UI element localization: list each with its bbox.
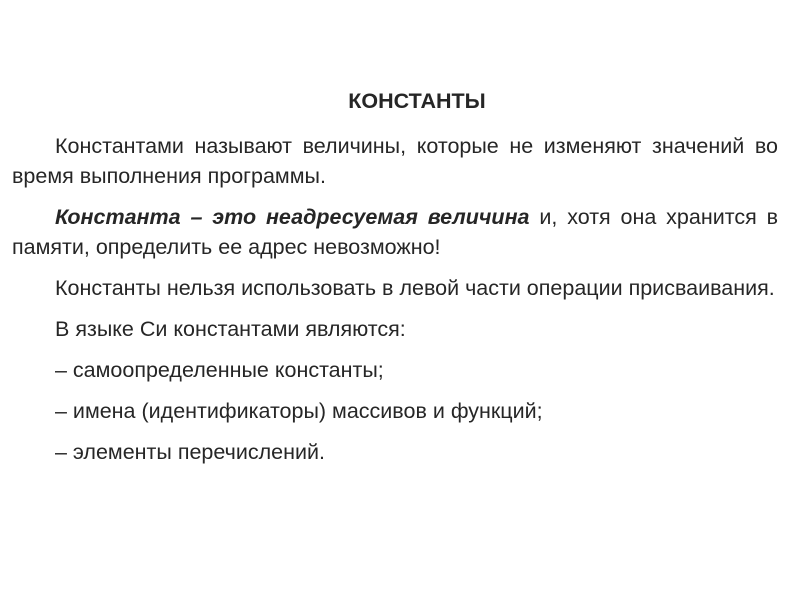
list-item-enum-elements: – элементы перечислений. [55, 440, 325, 464]
paragraph-list-intro: В языке Си константами являются: [55, 317, 406, 341]
paragraph-definition: Константами называют величины, которые не изменяют значений во время выполнения программы. [12, 134, 778, 188]
emphasis-text: Константа – это неадресуемая величина [55, 205, 530, 229]
paragraph-assignment: Константы нельзя использовать в левой части операции присваивания. [55, 276, 775, 300]
list-item-self-defined: – самоопределенные константы; [55, 358, 384, 382]
paragraph-non-addressable-rest: и, хотя она хранится в памяти, определить ее адрес невозможно! [12, 205, 778, 259]
slide-title: КОНСТАНТЫ [348, 89, 486, 113]
slide-content [12, 131, 778, 478]
paragraph-non-addressable [12, 202, 778, 262]
list-item-array-function-names: – имена (идентификаторы) массивов и функций; [55, 399, 543, 423]
